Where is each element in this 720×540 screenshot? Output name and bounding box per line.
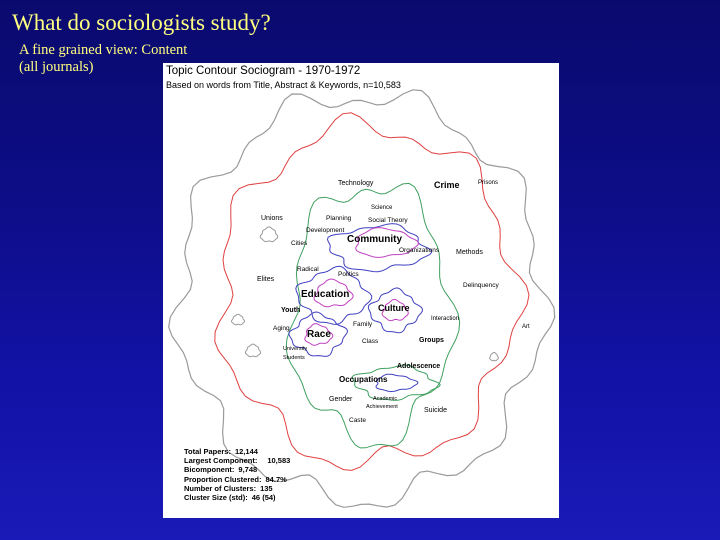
topic-label-achievement: Achievement xyxy=(366,404,398,410)
sociogram-subtitle: Based on words from Title, Abstract & Keywords, n=10,583 xyxy=(166,80,401,90)
stat-label: Bicomponent: xyxy=(184,465,235,475)
stat-value: 46 (54) xyxy=(251,493,276,503)
topic-label-crime: Crime xyxy=(434,180,460,190)
topic-label-youth: Youth xyxy=(281,307,301,314)
stat-cluster-size xyxy=(184,493,290,502)
topic-label-adolescence: Adolescence xyxy=(397,363,441,370)
island-contour xyxy=(490,352,499,360)
topic-label-prisons: Prisons xyxy=(478,180,499,186)
island-contour xyxy=(260,227,277,242)
stat-label: Number of Clusters: xyxy=(184,483,257,493)
topic-label-delinquency: Delinquency xyxy=(463,282,499,289)
topic-contour-sociogram xyxy=(163,63,559,518)
stat-value: 84.7% xyxy=(265,474,287,484)
red-contour xyxy=(215,113,529,471)
topic-label-development: Development xyxy=(306,227,345,234)
topic-label-groups: Groups xyxy=(419,337,444,344)
topic-label-occupations: Occupations xyxy=(339,375,388,384)
island-contour xyxy=(245,344,260,357)
stat-number-of-clusters xyxy=(184,484,290,493)
topic-label-organizations: Organizations xyxy=(399,247,440,254)
topic-label-suicide: Suicide xyxy=(424,407,447,414)
stat-label: Total Papers: xyxy=(184,447,231,456)
slide-title: What do sociologists study? xyxy=(12,10,271,35)
topic-label-art: Art xyxy=(522,324,530,330)
topic-label-education: Education xyxy=(301,289,350,300)
topic-label-university: University xyxy=(283,346,308,352)
topic-label-aging: Aging xyxy=(273,325,290,332)
topic-label-planning: Planning xyxy=(326,215,352,222)
stat-value: 10,583 xyxy=(267,456,291,466)
stat-total-papers xyxy=(184,447,290,456)
sociogram-title: Topic Contour Sociogram - 1970-1972 xyxy=(166,65,361,77)
topic-label-culture: Culture xyxy=(378,303,410,313)
stat-largest-component xyxy=(184,456,290,465)
island-contour xyxy=(232,314,245,325)
topic-label-politics: Politics xyxy=(338,271,359,278)
topic-label-methods: Methods xyxy=(456,249,483,256)
topic-label-unions: Unions xyxy=(261,215,283,222)
topic-label-academic: Academic xyxy=(373,396,398,402)
topic-label-cities: Cities xyxy=(291,240,308,247)
topic-label-family: Family xyxy=(353,321,373,328)
subtitle-line-1: A fine grained view: Content xyxy=(19,42,188,58)
topic-label-caste: Caste xyxy=(349,417,366,424)
stat-label: Cluster Size (std): xyxy=(184,493,248,503)
stat-value: 135 xyxy=(260,483,273,493)
topic-label-students: Students xyxy=(283,355,305,361)
topic-label-race: Race xyxy=(307,329,331,340)
topic-label-community: Community xyxy=(347,234,402,245)
topic-label-interaction: Interaction xyxy=(431,316,460,322)
topic-label-gender: Gender xyxy=(329,396,353,403)
stats-panel xyxy=(184,447,290,502)
topic-label-elites: Elites xyxy=(257,276,275,283)
stat-label: Proportion Clustered: xyxy=(184,474,262,484)
subtitle-line-2: (all journals) xyxy=(19,59,94,75)
stat-value: 9,748 xyxy=(238,465,258,475)
stat-bicomponent xyxy=(184,465,290,474)
topic-label-social-theory: Social Theory xyxy=(368,217,408,224)
outer-boundary-contour xyxy=(169,90,555,508)
stat-value: 12,144 xyxy=(234,447,258,456)
topic-label-class: Class xyxy=(362,338,379,345)
topic-label-science: Science xyxy=(371,205,393,211)
topic-label-technology: Technology xyxy=(338,180,374,187)
topic-label-radical: Radical xyxy=(297,266,319,273)
stat-label: Largest Component: xyxy=(184,456,258,466)
stat-proportion-clustered xyxy=(184,475,290,484)
